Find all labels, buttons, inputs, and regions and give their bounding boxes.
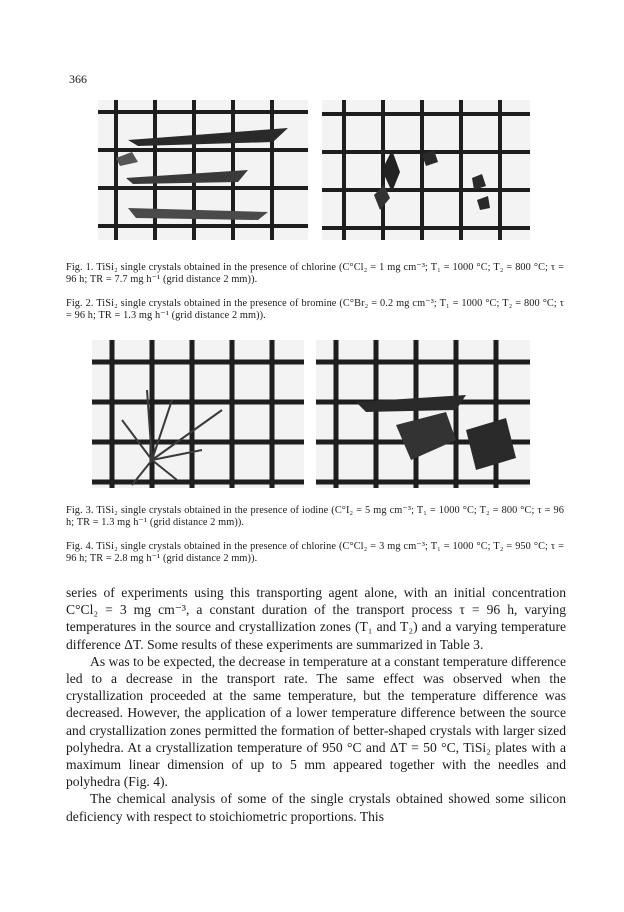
figure-3-photo (92, 340, 304, 495)
figure-4-caption: Fig. 4. TiSi₂ single crystals obtained in the presence of chlorine (C°Cl₂ = 3 mg cm⁻³; T₁ = 1000 °C; T₂ = 950 °C; τ = 96 h; TR = 2.8 mg h⁻¹ (grid distance 2 mm)). (66, 541, 564, 564)
page-number: 366 (69, 72, 87, 86)
body-paragraph: The chemical analysis of some of the single crystals obtained showed some silicon deficiency with respect to stoichiometric proportions. This (66, 791, 566, 824)
body-paragraph: series of experiments using this transporting agent alone, with an initial concentration C°Cl₂ = 3 mg cm⁻³, a constant duration of the transport process τ = 96 h, varying temperatures in the source and crystallization zones (T₁ and T₂) and a varying temperature difference ΔT. Some results of these experiments are summarized in Table 3. (66, 585, 566, 652)
figure-1-caption: Fig. 1. TiSi₂ single crystals obtained in the presence of chlorine (C°Cl₂ = 1 mg cm⁻³; T₁ = 1000 °C; T₂ = 800 °C; τ = 96 h; TR = 7.7 mg h⁻¹ (grid distance 2 mm)). (66, 262, 564, 285)
figure-2-caption: Fig. 2. TiSi₂ single crystals obtained in the presence of bromine (C°Br₂ = 0.2 mg cm⁻³; T₁ = 1000 °C; T₂ = 800 °C; τ = 96 h; TR = 1.3 mg h⁻¹ (grid distance 2 mm)). (66, 298, 564, 321)
figure-3-caption: Fig. 3. TiSi₂ single crystals obtained in the presence of iodine (C°I₂ = 5 mg cm⁻³; T₁ = 1000 °C; T₂ = 800 °C; τ = 96 h; TR = 1.3 mg h⁻¹ (grid distance 2 mm)). (66, 505, 564, 528)
body-text (66, 584, 566, 825)
figure-2-photo (322, 100, 530, 248)
figure-4-photo (316, 340, 530, 495)
figure-1-photo (98, 100, 308, 248)
body-paragraph: As was to be expected, the decrease in temperature at a constant temperature difference led to a decrease in the transport rate. The same effect was observed when the crystallization proceeded at the same temperature, but the temperature difference was decreased. However, the application of a lower temperature difference between the source and crystallization zones permitted the formation of better-shaped crystals with larger sized polyhedra. At a crystallization temperature of 950 °C and ΔT = 50 °C, TiSi₂ plates with a maximum linear dimension of up to 5 mm appeared together with the needles and polyhedra (Fig. 4). (66, 653, 566, 790)
